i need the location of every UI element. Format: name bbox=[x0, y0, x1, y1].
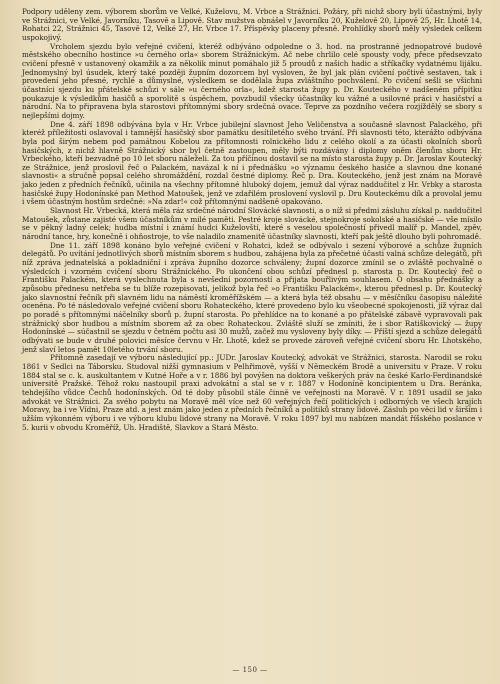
paragraph-public-exercise: Vrcholem sjezdu bylo veřejné cvičení, kteréž odbýváno odpoledne o 3. hod. na prostranné jednopatrové budově městského obecního hostince »u černého orla« sborem Strážnickým. Ač nebe chrlilo celé spousty vody, přece předsevzato cvičení přesně v ustanovený okamžik a za několik minut pomáhalo již 5 proudů z našich hadic a stříkačky vydatnému lijáku. Jednomyslný byl úsudek, který také později župním dozorcem byl vysloven, že byl jak plán cvičení počtivě sestaven, tak i provedení jeho přesné, rychlé a důmyslné, výsledkem se dodělala župa zvláštního pochválení. Po cvičení sešli se všichni účastníci sjezdu ku přátelské schůzi v sále »u černého orla«, kdež starosta župy p. Dr. Kouteckého v nadšeném přípitku poukazuje k výsledkům hasičů a sporolitě s úspěchem, povzbudil všecky účastníky ku vážné a usilovné práci v hasičství a národní. Na to připravena byla starostovi přítomnými sbory srdečná ovace. Teprve za pozdního večera rozjíždělý se sbory s nejlepšími dojmy. bbox=[22, 41, 482, 120]
paragraph-jubilee-celebration: Dne 4. září 1898 odbývána byla v Hr. Vrbce jubilejní slavnost Jeho Veličenstva a současně slavnost Palackého, při kteréž příležitosti oslavoval i tamnější hasičský sbor památku desítiletého svého trvání. Při slavnosti této, kterážto odbývána byla pod širým nebem pod památnou Kobelou za přítomnosti rolnického lidu z celého okolí a za účasti okolních sborů hasičských, z nichž hlavně Strážnický sbor byl četně zastoupen, měly býti rozdávány i diplomy oněm členům sboru Hr. Vrbeckého, kteří bezvadně po 10 let sboru náleželi. Za tou příčinou dostavil se na místo starosta župy p. Dr. Jaroslav Koutecký ze Strážnice, jenž proslovil řeč o Palackém, navázal k ní i přednášku »o významu českého hasiče a slavnou dne konané slavnosti« a stručně popsal celého shromáždění, rozdal čestné diplomy. Řeč p. Dra. Kouteckého, jenž jest znám na Moravě jako jeden z předních řečníků, učinila na všechny přítomné hluboký dojem, jemuž dal výraz naddučitel z Hr. Vrbky a starosta hasičské župy Hodonínské pan Method Matoušek, jenž ve zdařilém proslovení vyslovil p. Dru Kouteckému dík a provolal jemu i všem účastným hostům srdečné: »Na zdar!« což přítomnými nadšeně opakováno. bbox=[22, 119, 482, 207]
document-body bbox=[22, 8, 482, 432]
paragraph-slovak-festival: Slavnost Hr. Vrbecká, která měla ráz srdečné národní Slovácké slavnosti, a o níž si předmi zásluhu získal p. naddučitel Matoušek, zůstane zajisté všem účastníkům v milé paměti. Pestré kroje slovácké, stejnokroje sokolské a hasičské — vše mísilo se v pěkný ladný celek; hudba místní i známí hudci Kuželovští, které s veselou společností přivedl malíř p. Mandel, zpěv, národní tance, hry, konečně i ohňostroje, to vše naladilo znamenitě účastníky slavnosti, kteří pak ještě dlouho byli pohromadě. bbox=[22, 206, 482, 242]
paragraph-fire-brigade-report: Podpory uděleny zem. výborem sborům ve Velké, Kuželovu, M. Vrbce a Strážnici. Požáry, při nichž sbory byli účastnými, byly ve Strážnici, ve Velké, Javorníku, Tasově a Lipově. Stav mužstva obnášel v Javorníku 20, Kuželově 20, Lipově 25, Hr. Lhotě 14, Rohatci 22, Strážnici 45, Tasově 12, Velké 27, Hr. Vrbce 17. Příspěvky placeny přesně. Prohlídky sborů měly výsledek celkem uspokojivý. bbox=[22, 7, 482, 42]
paragraph-committee-members: Přítomně zasedají ve výboru následující pp.: JUDr. Jaroslav Koutecký, advokát ve Strážnici, starosta. Narodil se roku 1861 v Sedlci na Táborsku. Studoval nižší gymnasium v Pelhřimově, vyšší v Německém Brodě a universitu v Praze. V roku 1884 stal se c. k. auskultantem v Kutné Hoře a v r. 1886 byl povýšen na doktora veškerých práv na české Karlo-Ferdinandské universitě Pražské. Téhož roku nastoupil praxi advokátní a stal se v r. 1887 v Hodoníně koncipientem u Dra. Beránka, tehdejšího vůdce Čechů hodonínských. Od té doby působil stále činně ve veřejnosti na Moravě. V r. 1891 usadil se jako advokát ve Strážnici. Za svého pobytu na Moravě měl více než 60 veřejných řečí politických i odborných ve všech krajích Moravy, ba i ve Vídni, Praze atd. a jest znám jako jeden z předních řečníků a politiků strany lidové. Zásluh po věci lid v širším i užším výkonném výboru i ve výboru klubu lidové strany na Moravě. V roku 1897 byl mu nabízen mandát říšského poslance v 5. kurii v obvodu Kroměříž, Uh. Hradiště, Slavkov a Stará Město. bbox=[22, 353, 482, 432]
paragraph-rohatec-exercise: Dne 11. září 1898 konáno bylo veřejné cvičení v Rohatci, kdež se odbývalo i sezení výborové a schůze župních delegátů. Po uvítání jednotlivých sborů místním sborem s hudbou, zahájena byla za přečetné účasti valná schůze delegátů, při níž zpráva jednatelská a pokladniční i zpráva župního dozorce schváleny; župní dozorce zmínil se o zvláště pochvalně o výsledcích i vzorném cvičení sboru Strážnického. Po ukončení obou schůzí přednesl p. starosta p. Dr. Koutecký řeč o Františku Palackém, která vyslechnuta byla s nevšední pozorností a přijata bouřlivým souhlasem. O obsahu přednášky a způsobu přednesu netřeba se tu blíže rozepisovati, jelikož byla řeč »o Františku Palackém«, kterou přednesl p. Dr. Koutecký jako slavnostní řečník při slavném lidu na náměstí kroměřížském — a která byla též obsahu — v měsíčníku časopisu náležité oceněna. Po té následovalo veřejné cvičení sboru Rohateckého, které provedeno bylo ku všeobecné spokojenosti, jíž výraz dal po poradě s přítomnými náčelníky sborů p. župní starosta. Po přehlídce na to konané a po přátelské zábavě vypravovali pak strážnický sbor hudbou a místním sborem až za obec Rohateckou. Zvláště služí se zmíniti, že i sbor Ratiškovický — župy Hodonínské — súčastnil se sjezdu v četném počtu asi 30 mužů, začež mu vysloveny byly díky. — Příští sjezd a schůze delegátů odbývati se bude v druhé polovici měsíce červnu v Hr. Lhotě, kdež se provede zároveň veřejné cvičení sboru Hr. Lhotského, jenž slaví letos pamět 10letého trvání sboru. bbox=[22, 240, 482, 354]
page-number: — 150 — bbox=[232, 666, 268, 674]
